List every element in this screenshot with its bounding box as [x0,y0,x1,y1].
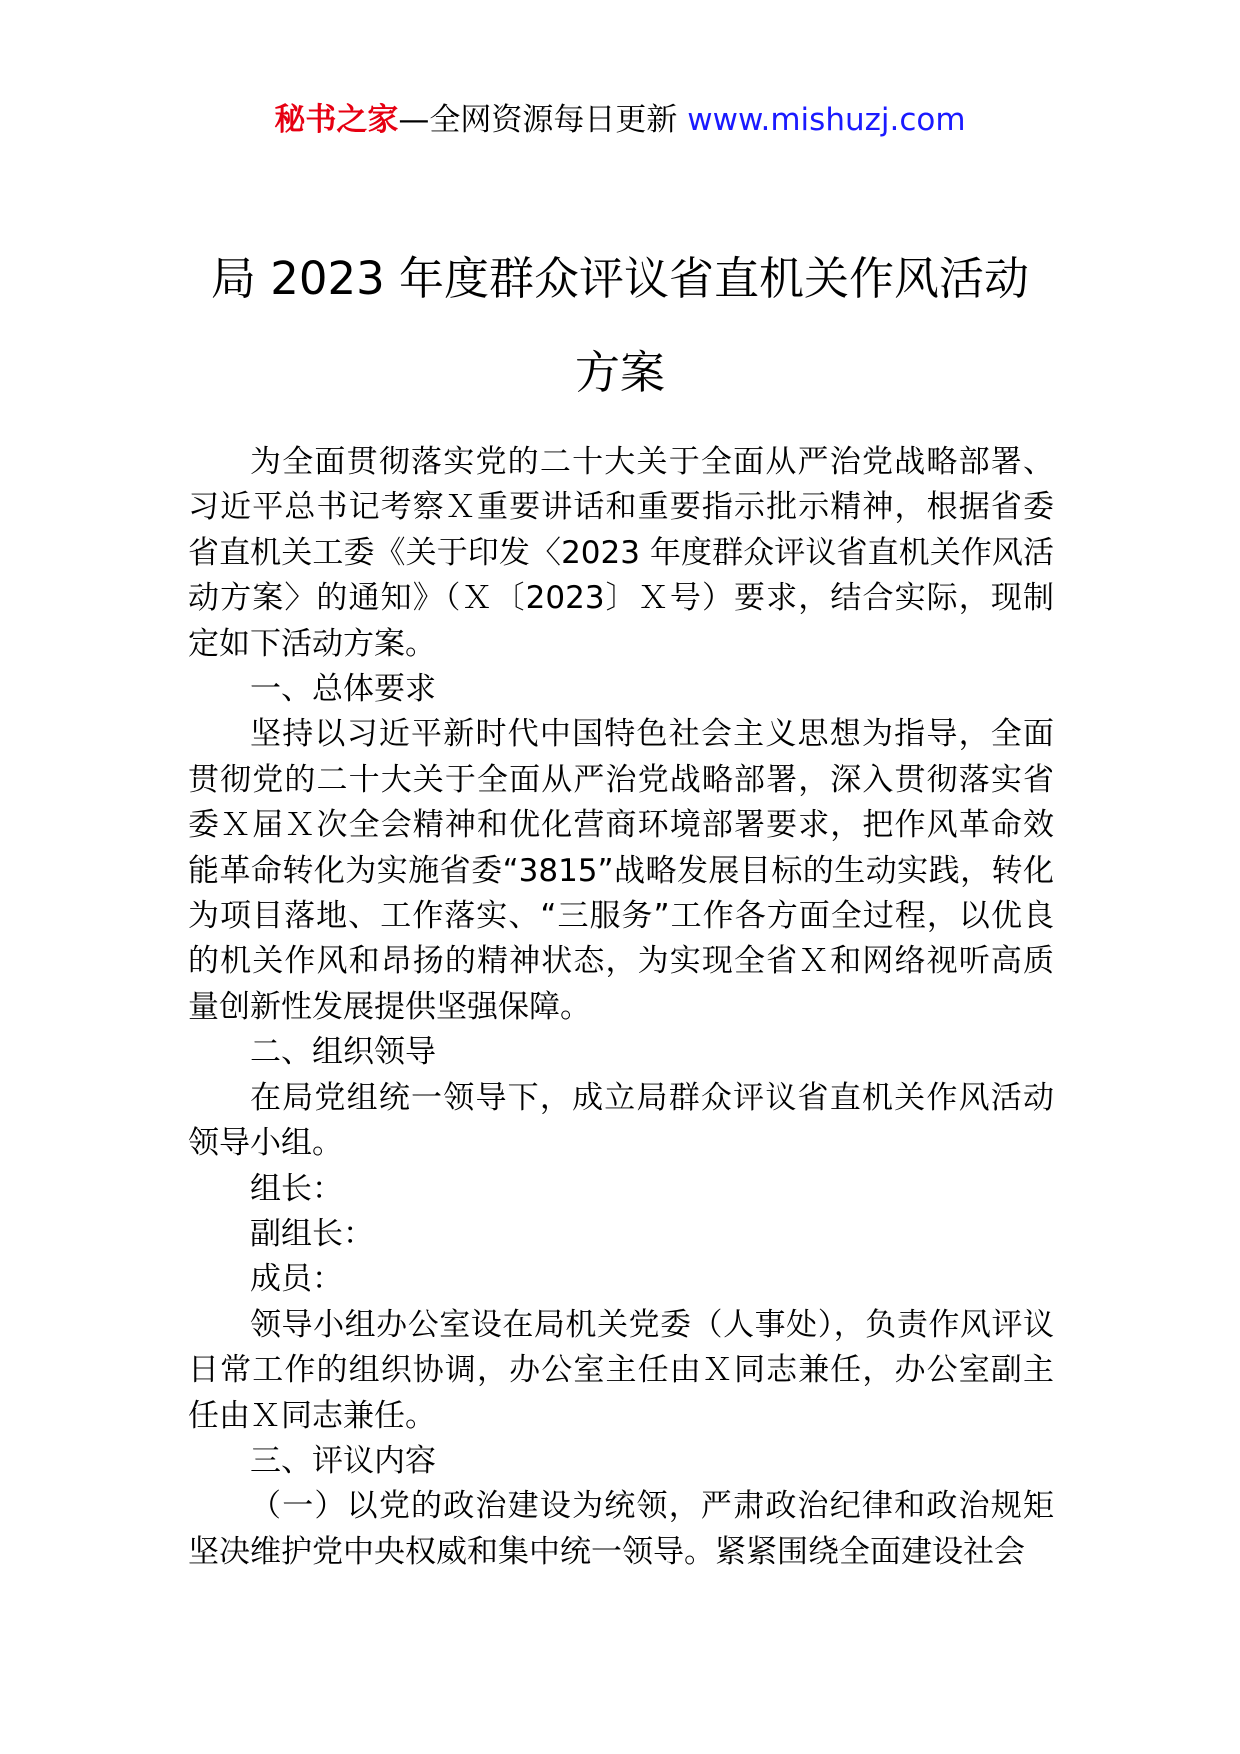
intro-paragraph: 为全面贯彻落实党的二十大关于全面从严治党战略部署、习近平总书记考察Ｘ重要讲话和重要指示批示精神，根据省委省直机关工委《关于印发〈2023 年度群众评议省直机关作风活动方案〉的通知》（Ｘ〔2023〕Ｘ号）要求，结合实际，现制定如下活动方案。 [188,444,1054,662]
section-heading-1: 一、总体要求 [250,671,436,708]
section-heading-2: 二、组织领导 [250,1034,436,1071]
office-paragraph: 领导小组办公室设在局机关党委（人事处），负责作风评议日常工作的组织协调，办公室主任由Ｘ同志兼任，办公室副主任由Ｘ同志兼任。 [188,1306,1054,1434]
section-heading-3: 三、评议内容 [250,1442,436,1479]
group-leader-line: 组长： [250,1170,343,1207]
site-banner [0,100,1240,140]
site-url-link[interactable]: www.mishuzj.com [687,102,966,138]
banner-slogan: —全网资源每日更新 [398,102,688,138]
brand-name: 秘书之家 [274,102,399,138]
title-line-2: 方案 [574,346,665,399]
deputy-leader-line: 副组长： [250,1215,374,1252]
title-line-1: 局 2023 年度群众评议省直机关作风活动 [210,252,1030,305]
document-body [188,440,1054,1575]
leadership-paragraph: 在局党组统一领导下，成立局群众评议省直机关作风活动领导小组。 [188,1079,1054,1162]
evaluation-content-paragraph: （一）以党的政治建设为统领，严肃政治纪律和政治规矩坚决维护党中央权威和集中统一领导。紧紧围绕全面建设社会 [188,1488,1054,1570]
document-title [0,232,1240,420]
members-line: 成员： [250,1261,343,1298]
general-requirements-paragraph: 坚持以习近平新时代中国特色社会主义思想为指导，全面贯彻党的二十大关于全面从严治党战略部署，深入贯彻落实省委Ｘ届Ｘ次全会精神和优化营商环境部署要求，把作风革命效能革命转化为实施省委“3815”战略发展目标的生动实践，转化为项目落地、工作落实、“三服务”工作各方面全过程，以优良的机关作风和昂扬的精神状态，为实现全省Ｘ和网络视听高质量创新性发展提供坚强保障。 [188,716,1054,1025]
